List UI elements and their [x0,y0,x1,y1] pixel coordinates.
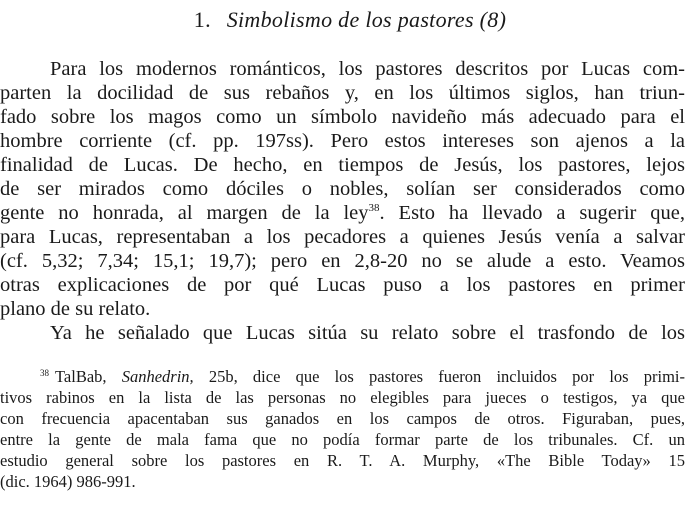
footnote-line-3: con frecuencia apacentaban sus ganados en los campos de otros. Figuraban, pues, [0,409,685,428]
footnote-line-4: entre la gente de mala fama que no podía formar parte de los tribunales. Cf. un [0,430,685,449]
footnote-line-1-a: TalBab, [55,367,122,386]
section-heading [0,6,700,34]
paragraph-1-line-3: fado sobre los magos como un símbolo navideño más adecuado para el [0,106,685,128]
footnote-line-6: (dic. 1964) 986-991. [0,472,136,491]
footnote-line-5: estudio general sobre los pastores en R. T. A. Murphy, «The Bible Today» 15 [0,451,685,470]
footnote-line-1-b: 25b, dice que los pastores fueron incluidos por los primi- [193,367,685,386]
paragraph-1-line-6: de ser mirados como dóciles o nobles, solían ser considerados como [0,178,685,200]
paragraph-1-line-5: finalidad de Lucas. De hecho, en tiempos de Jesús, los pastores, lejos [0,154,685,176]
paragraph-1-line-2: parten la docilidad de sus rebaños y, en los últimos siglos, han triun- [0,82,685,104]
paragraph-1-line-11: plano de su relato. [0,298,151,320]
line-7-text-a: gente no honrada, al margen de la ley [0,202,369,224]
paragraph-1-line-9: (cf. 5,32; 7,34; 15,1; 19,7); pero en 2,8-20 no se alude a esto. Veamos [0,250,685,272]
paragraph-1-line-1: Para los modernos románticos, los pastores descritos por Lucas com- [50,58,685,80]
footnote-line-1 [40,366,685,387]
footnote-line-1-italic: Sanhedrin, [121,367,194,386]
footnote-reference-38: 38 [368,202,380,215]
paragraph-2-line-1: Ya he señalado que Lucas sitúa su relato sobre el trasfondo de los [50,322,685,344]
paragraph-1-line-4: hombre corriente (cf. pp. 197ss). Pero estos intereses son ajenos a la [0,130,685,152]
section-title: Simbolismo de los pastores (8) [226,7,507,32]
paragraph-1-line-7 [0,201,685,225]
paragraph-1-line-8: para Lucas, representaban a los pecadores a quienes Jesús venía a salvar [0,226,685,248]
line-7-text-b: . Esto ha llevado a sugerir que, [379,202,685,224]
footnote-marker: 38 [40,367,49,378]
paragraph-1-line-10: otras explicaciones de por qué Lucas puso a los pastores en primer [0,274,685,296]
section-number: 1. [193,7,211,32]
footnote-line-2: tivos rabinos en la lista de las personas no elegibles para jueces o testigos, ya que [0,388,685,407]
